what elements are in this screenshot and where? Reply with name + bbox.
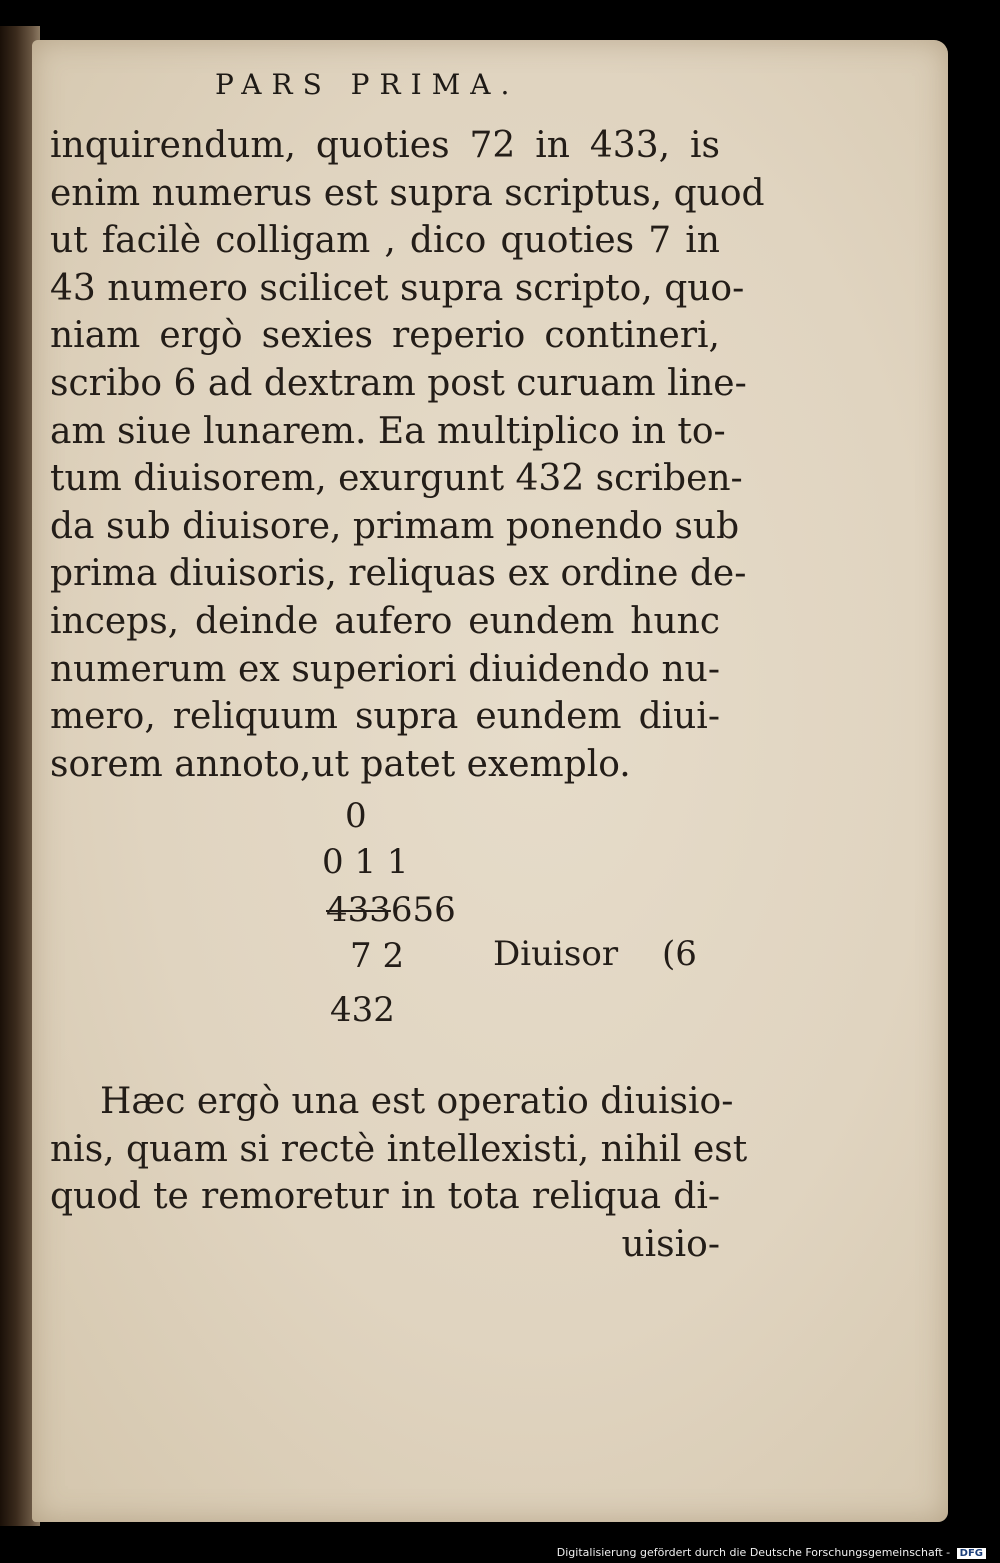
struck-dividend: 433 [326,890,391,930]
footer-text: Digitalisierung gefördert durch die Deutsche Forschungsgemeinschaft - [556,1546,951,1559]
text-line: scribo 6 ad dextram post curuam line- [50,362,747,404]
example-divisor-number: 7 2 [350,936,405,976]
text-line: inquirendum, quoties 72 in 433, is [50,125,720,166]
text-line: am siue lunarem. Ea multiplico in to- [50,410,726,452]
example-divisor-label: Diuisor [493,934,619,974]
text-line: sorem annoto,ut patet exemplo. [50,743,631,785]
paragraph-2 [50,1078,748,1268]
example-row-1: 0 [345,796,367,836]
text-line: prima diuisoris, reliquas ex ordine de- [50,553,747,595]
example-row-3 [326,890,456,930]
example-quotient: (6 [662,934,697,974]
dfg-logo: DFG [957,1548,986,1559]
digitization-footer [557,1546,986,1559]
example-row-5: 432 [330,990,395,1030]
text-line: niam ergò sexies reperio contineri, [50,315,720,357]
text-line: inceps, deinde aufero eundem hunc [50,600,720,642]
text-line: tum diuisorem, exurgunt 432 scriben- [50,458,743,500]
text-line: numerum ex superiori diuidendo nu- [50,648,720,690]
catchword: uisio- [621,1223,720,1265]
running-head: PARS PRIMA. [215,68,520,101]
example-row-2: 0 1 1 [322,842,409,882]
text-line: quod te remoretur in tota reliqua di- [50,1176,720,1218]
text-line: enim numerus est supra scriptus, quod [50,172,765,214]
text-line: nis, quam si rectè intellexisti, nihil est [50,1128,748,1170]
text-line: mero, reliquum supra eundem diui- [50,696,720,738]
text-line: da sub diuisore, primam ponendo sub [50,505,740,547]
text-line: ut facilè colligam , dico quoties 7 in [50,220,720,262]
text-line: 43 numero scilicet supra scripto, quo- [50,267,745,309]
text-line: Hæc ergò una est operatio diuisio- [100,1081,734,1122]
paragraph-1 [50,122,765,788]
dividend-rest: 656 [390,890,456,930]
